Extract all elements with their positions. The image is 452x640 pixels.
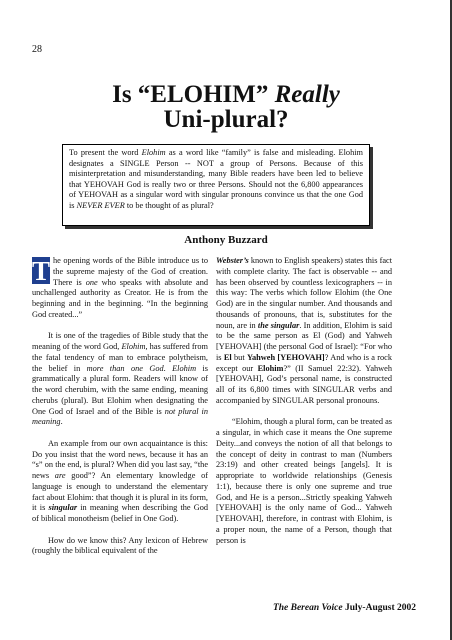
page-number: 28 [32, 44, 42, 55]
abstract-box: To present the word Elohim as a word like “family” is false and misleading. Elohim designates a SINGLE Person -- NOT a group of Persons. Because of this misinterpretation and misunderstanding, many Bible readers have been led to believe that YEHOVAH God is really two or three Persons. Should not the 6,800 appearances of YEHOVAH as a singular word with singular pronouns convince us that the one God is NEVER EVER to be thought of as plural? [62, 144, 370, 226]
body-column-right [216, 256, 392, 557]
drop-cap: T [32, 256, 51, 286]
paragraph: “Elohim, though a plural form, can be treated as a singular, in which case it means the One supreme Deity...and conveys the notion of all that belongs to the concept of deity in contrast to man (Numbers 23:19) and other created beings [angels]. It is appropriate to worldwide relationships (Genesis 1:1), because there is only one supreme and true God, and He is a person...Strictly speaking Yahweh [YEHOVAH] is the only name of God... Yahweh [YEHOVAH], therefore, in contrast with Elohim, is a proper noun, the name of a Person, though that person is [216, 417, 392, 545]
title-line-2: Uni-plural? [163, 106, 289, 133]
paragraph: An example from our own acquaintance is this: Do you insist that the word news, because it has an “s” on the end, is plural? When did you last say, “the news are good”? An elementary knowledge of language is enough to understand the elementary fact about Elohim: that though it is plural in its form, it is singular in meaning when describing the God of biblical monotheism (belief in One God). [32, 438, 209, 523]
paragraph: Webster’s known to English speakers) states this fact with complete clarity. The fact is observable -- and has been observed by countless lexicographers -- in this way: The verbs which follow Elohim (the One God) are in the singular number. And thousands and thousands of pronouns, that is, substitutes for the noun, are in the singular. In addition, Elohim is said to be the same person as El (God) and Yahweh [YEHOVAH] (the personal God of Israel): “For who is El but Yahweh [YEHOVAH]? And who is a rock except our Elohim?” (II Samuel 22:32). Yahweh [YEHOVAH], God’s personal name, is constructed all of its 6,800 times with SINGULAR verbs and accompanied by SINGULAR personal pronouns. [216, 256, 392, 405]
paragraph: It is one of the tragedies of Bible study that the meaning of the word God, Elohim, has suffered from the fatal tendency of man to embrace polytheism, the belief in more than one God. Elohim is grammatically a plural form. Readers will know of the word cherubim, with the same ending, meaning cherubs (plural). But Elohim when designating the One God of Israel and of the Bible is not plural in meaning. [32, 331, 209, 427]
article-title [0, 82, 452, 132]
author-byline: Anthony Buzzard [184, 234, 268, 246]
paragraph: T he opening words of the Bible introduce us to the supreme majesty of the God of creation. There is one who speaks with absolute and unchallenged authority as Creator. He is from the beginning and in the beginning. “In the beginning God created...” [32, 256, 208, 319]
body-column-left [32, 256, 208, 568]
paragraph: How do we know this? Any lexicon of Hebrew (roughly the biblical equivalent of the [32, 535, 208, 556]
title-line-1: Is “ELOHIM” Really [112, 81, 340, 108]
footer-publication: The Berean Voice July-August 2002 [272, 603, 416, 613]
